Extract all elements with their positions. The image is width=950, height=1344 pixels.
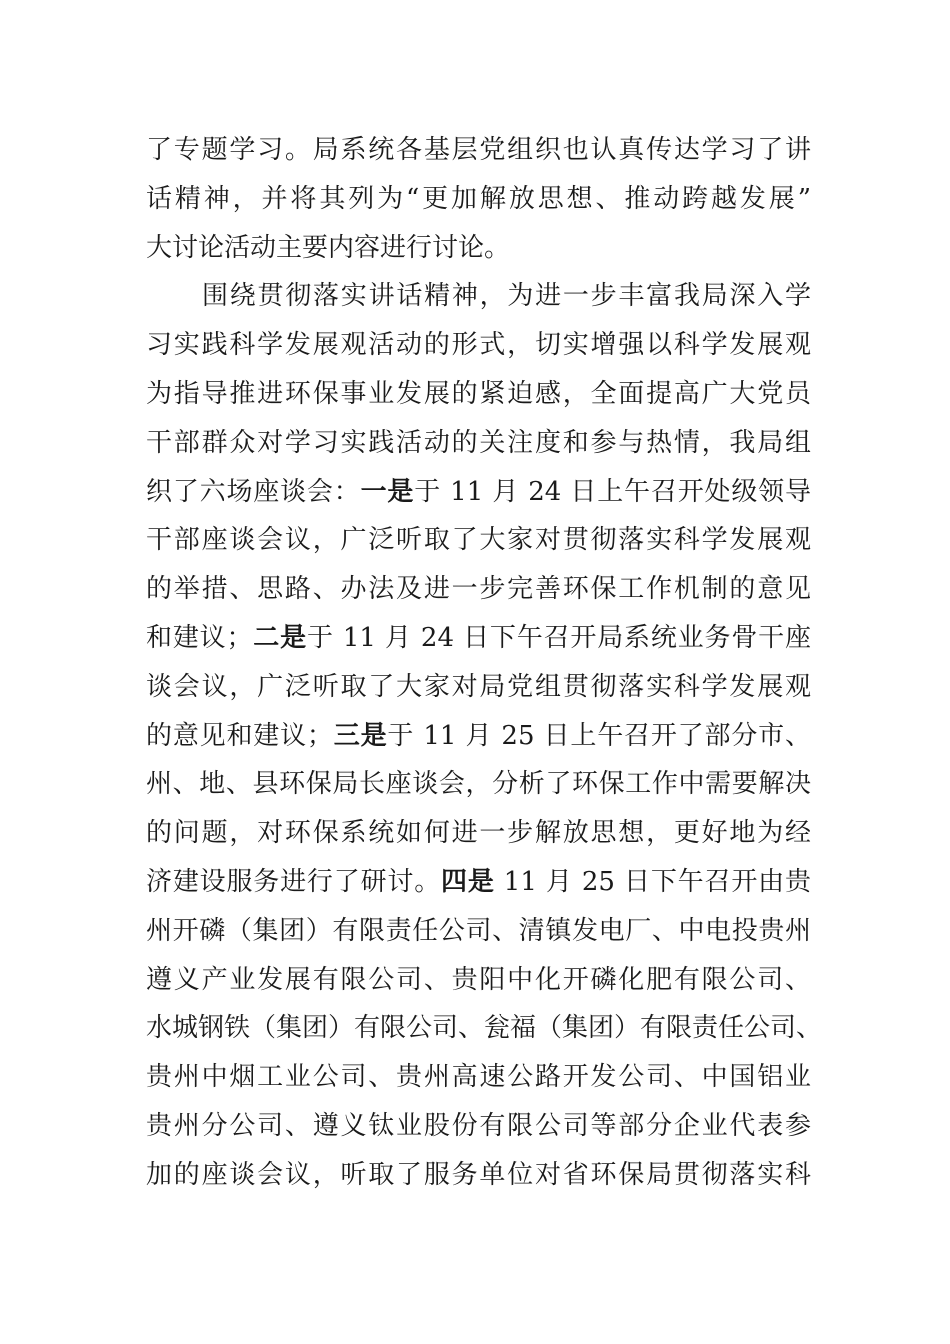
text-segment: 11 月 25 日下午召开由贵 (494, 866, 811, 897)
text-segment: 的问题，对环保系统如何进一步解放思想，更好地为经 (146, 818, 811, 849)
body-text (146, 126, 823, 1200)
text-line (146, 858, 811, 907)
text-line (146, 565, 811, 614)
text-line (146, 468, 811, 517)
text-line (146, 1053, 811, 1102)
text-segment: 为指导推进环保事业发展的紧迫感，全面提高广大党员 (146, 378, 811, 409)
text-line (146, 1004, 823, 1053)
text-line (146, 175, 811, 224)
text-line (146, 809, 811, 858)
text-segment: 济建设服务进行了研讨。 (146, 866, 442, 897)
text-segment: 于 11 月 24 日下午召开局系统业务骨干座 (306, 622, 811, 653)
text-segment: 和建议； (146, 622, 253, 653)
text-line (146, 370, 811, 419)
text-segment: 的举措、思路、办法及进一步完善环保工作机制的意见 (146, 574, 811, 605)
text-segment: 织了六场座谈会： (146, 476, 361, 507)
text-segment: 州、地、县环保局长座谈会，分析了环保工作中需要解决 (146, 769, 811, 800)
text-segment: 话精神，并将其列为“更加解放思想、推动跨越发展” (146, 183, 811, 214)
text-line (146, 663, 811, 712)
text-line (146, 321, 811, 370)
enumeration-marker: 三是 (332, 720, 388, 751)
text-segment: 习实践科学发展观活动的形式，切实增强以科学发展观 (146, 330, 811, 361)
text-segment: 州开磷（集团）有限责任公司、清镇发电厂、中电投贵州 (146, 915, 811, 946)
text-segment: 围绕贯彻落实讲话精神，为进一步丰富我局深入学 (202, 281, 811, 312)
text-segment: 于 11 月 25 日上午召开了部分市、 (387, 720, 811, 751)
text-line (146, 614, 811, 663)
text-line (146, 516, 811, 565)
enumeration-marker: 四是 (441, 866, 495, 897)
text-line (146, 1102, 811, 1151)
text-line (146, 224, 811, 273)
text-segment: 大讨论活动主要内容进行讨论。 (146, 232, 511, 263)
text-segment: 贵州中烟工业公司、贵州高速公路开发公司、中国铝业 (146, 1062, 811, 1093)
text-line (146, 272, 811, 321)
text-segment: 谈会议，广泛听取了大家对局党组贯彻落实科学发展观 (146, 671, 811, 702)
text-line (146, 1151, 811, 1200)
text-line (146, 712, 811, 761)
text-line (146, 126, 811, 175)
text-segment: 了专题学习。局系统各基层党组织也认真传达学习了讲 (146, 135, 811, 165)
text-segment: 干部座谈会议，广泛听取了大家对贯彻落实科学发展观 (146, 525, 811, 556)
text-segment: 的意见和建议； (146, 720, 333, 751)
text-segment: 遵义产业发展有限公司、贵阳中化开磷化肥有限公司、 (146, 964, 811, 995)
enumeration-marker: 一是 (360, 476, 415, 507)
text-line (146, 760, 811, 809)
text-segment: 贵州分公司、遵义钛业股份有限公司等部分企业代表参 (146, 1110, 811, 1141)
text-segment: 干部群众对学习实践活动的关注度和参与热情，我局组 (146, 427, 811, 458)
text-segment: 水城钢铁（集团）有限公司、瓮福（集团）有限责任公司、 (146, 1013, 823, 1044)
text-segment: 加的座谈会议，听取了服务单位对省环保局贯彻落实科 (146, 1159, 811, 1190)
text-segment: 于 11 月 24 日上午召开处级领导 (414, 476, 811, 507)
text-line (146, 907, 811, 956)
text-line (146, 956, 811, 1005)
enumeration-marker: 二是 (252, 622, 307, 653)
text-line (146, 419, 811, 468)
